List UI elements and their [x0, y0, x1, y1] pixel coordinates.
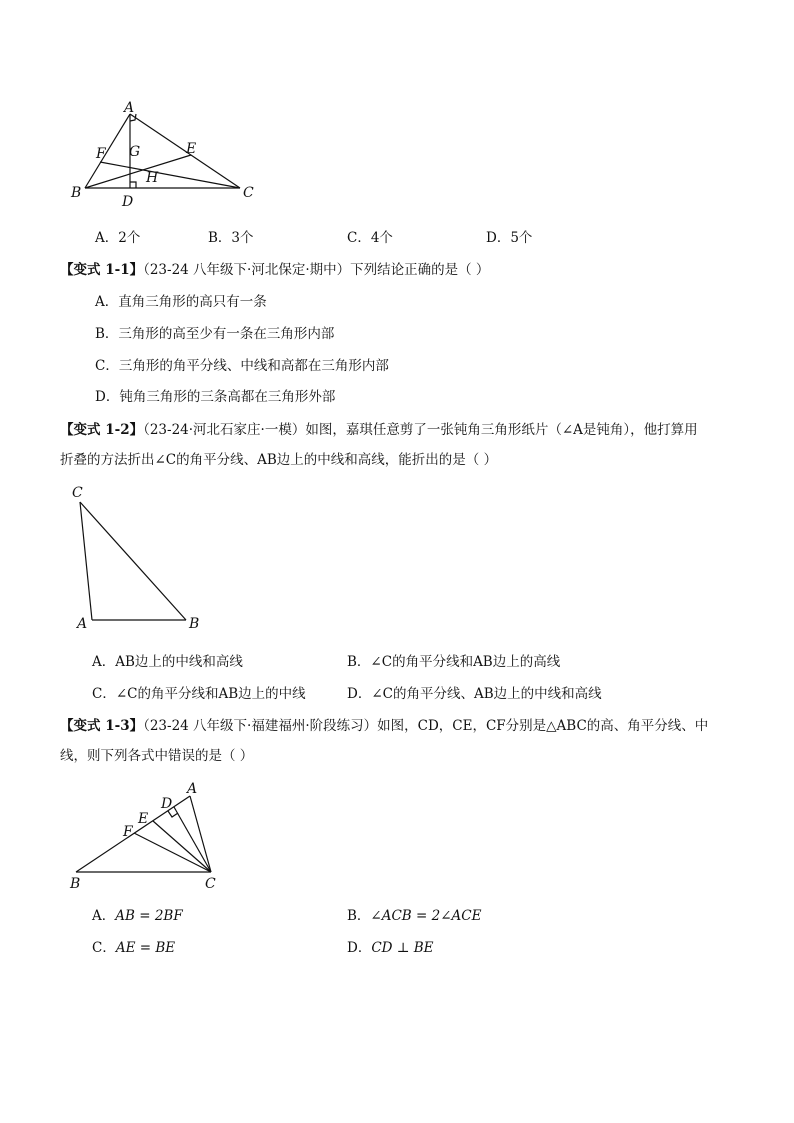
option-letter: A．	[95, 230, 119, 246]
fig3-label-E: E	[138, 811, 149, 827]
option-text: AB = 2BF	[115, 908, 183, 924]
q0-option-b	[208, 228, 254, 248]
option-letter: C．	[92, 686, 116, 702]
q1-option-b	[95, 324, 334, 344]
q1-option-a	[95, 292, 267, 312]
option-text: ∠C的角平分线和AB边上的中线	[115, 686, 306, 702]
fig1-label-H: H	[146, 170, 159, 186]
fig3-label-A: A	[187, 781, 198, 797]
option-text: 钝角三角形的三条高都在三角形外部	[119, 389, 336, 405]
triangle-figure-3	[64, 776, 234, 894]
q2-stem-line1	[60, 420, 698, 440]
fig1-label-D: D	[122, 194, 134, 210]
q1-source: （23-24 八年级下·河北保定·期中）	[143, 262, 351, 278]
option-letter: D．	[347, 686, 372, 702]
fig1-label-A: A	[124, 100, 135, 116]
fig3-label-D: D	[161, 796, 173, 812]
q3-text-line2: 线，则下列各式中错误的是（ ）	[60, 748, 254, 764]
option-text: 三角形的高至少有一条在三角形内部	[118, 326, 335, 342]
option-text: CD ⊥ BE	[371, 940, 434, 956]
q3-option-b	[347, 906, 481, 926]
q3-tag: 【变式 1-3】	[60, 718, 144, 734]
fig2-label-B: B	[189, 616, 200, 632]
q0-option-c	[347, 228, 393, 248]
q2-option-d	[347, 684, 602, 704]
option-letter: A．	[92, 908, 116, 924]
fig1-label-E: E	[186, 141, 197, 157]
q1-option-d	[95, 387, 335, 407]
q1-tag: 【变式 1-1】	[60, 262, 144, 278]
q3-text-line1: 如图，CD，CE，CF分别是△ABC的高、角平分线、中	[377, 718, 709, 734]
option-letter: B．	[347, 654, 371, 670]
q3-stem-line2	[60, 746, 253, 766]
option-letter: B．	[95, 326, 119, 342]
q0-option-d	[486, 228, 532, 248]
option-letter: C．	[347, 230, 371, 246]
option-text: AB边上的中线和高线	[115, 654, 243, 670]
fig3-label-F: F	[123, 824, 133, 840]
fig1-label-B: B	[71, 185, 82, 201]
option-letter: D．	[347, 940, 372, 956]
fig2-label-C: C	[72, 485, 83, 501]
q2-option-b	[347, 652, 560, 672]
q1-question: 下列结论正确的是（ ）	[350, 262, 490, 278]
option-letter: B．	[347, 908, 371, 924]
fig2-label-A: A	[77, 616, 88, 632]
q3-option-d	[347, 938, 434, 958]
option-text: 三角形的角平分线、中线和高都在三角形内部	[118, 358, 389, 374]
fig1-label-F: F	[96, 146, 106, 162]
q2-tag: 【变式 1-2】	[60, 422, 144, 438]
fig3-label-C: C	[205, 876, 216, 892]
q1-option-c	[95, 356, 389, 376]
option-letter: D．	[95, 389, 120, 405]
option-text: AE = BE	[115, 940, 176, 956]
option-text: 5个	[510, 230, 533, 246]
option-text: 2个	[118, 230, 141, 246]
q2-text-line2: 折叠的方法折出∠C的角平分线、AB边上的中线和高线，能折出的是（ ）	[60, 452, 498, 468]
option-text: ∠C的角平分线和AB边上的高线	[370, 654, 561, 670]
triangle-figure-1	[60, 100, 280, 210]
fig3-label-B: B	[70, 876, 81, 892]
option-text: ∠ACB = 2∠ACE	[370, 908, 482, 924]
option-text: 直角三角形的高只有一条	[118, 294, 267, 310]
q2-option-a	[92, 652, 243, 672]
q1-stem	[60, 260, 489, 280]
option-letter: C．	[92, 940, 116, 956]
option-letter: A．	[92, 654, 116, 670]
fig1-label-C: C	[243, 185, 254, 201]
q3-source: （23-24 八年级下·福建福州·阶段练习）	[143, 718, 378, 734]
option-letter: C．	[95, 358, 119, 374]
option-text: ∠C的角平分线、AB边上的中线和高线	[371, 686, 602, 702]
q2-option-c	[92, 684, 306, 704]
option-letter: D．	[486, 230, 511, 246]
option-text: 4个	[370, 230, 393, 246]
option-letter: A．	[95, 294, 119, 310]
option-text: 3个	[231, 230, 254, 246]
q3-option-c	[92, 938, 175, 958]
q3-stem-line1	[60, 716, 708, 736]
q2-stem-line2	[60, 450, 497, 470]
q3-option-a	[92, 906, 183, 926]
option-letter: B．	[208, 230, 232, 246]
fig1-label-G: G	[129, 144, 141, 160]
q2-text-line1: 如图，嘉琪任意剪了一张钝角三角形纸片（∠A是钝角），他打算用	[305, 422, 698, 438]
q2-source: （23-24·河北石家庄·一模）	[143, 422, 306, 438]
triangle-figure-2	[68, 484, 218, 634]
q0-option-a	[95, 228, 140, 248]
